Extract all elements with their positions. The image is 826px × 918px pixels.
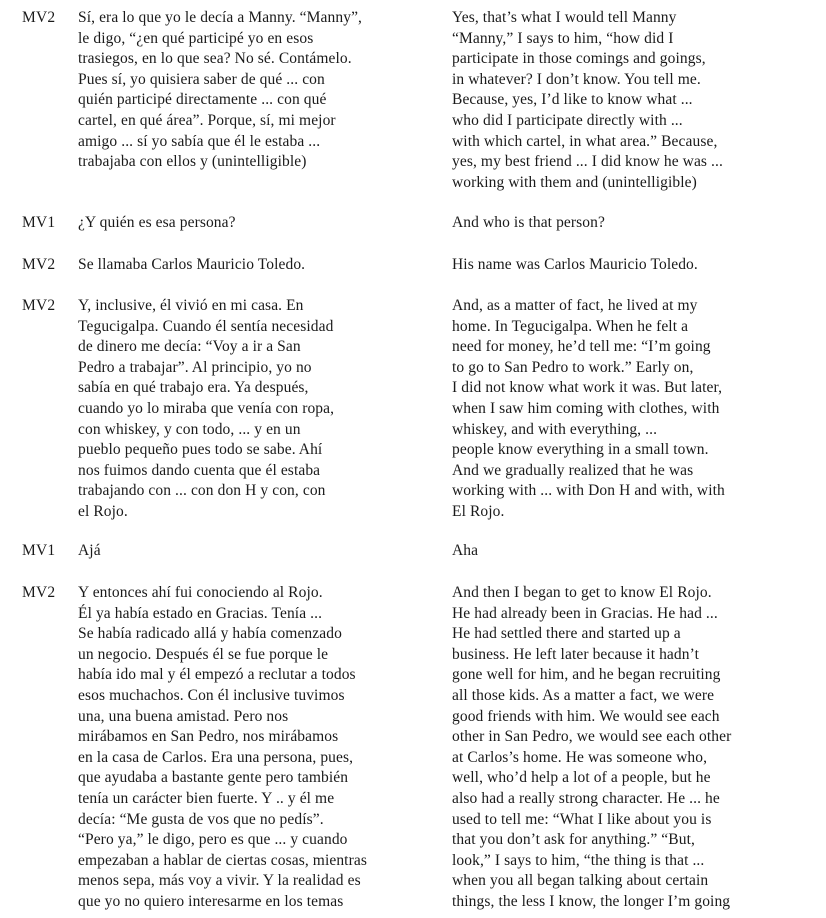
spanish-line: decía: “Me gusta de vos que no pedís”.	[78, 810, 324, 828]
spanish-line: había ido mal y él empezó a reclutar a todos	[78, 666, 356, 684]
english-line: good friends with him. We would see each	[452, 707, 720, 725]
english-text	[452, 296, 812, 523]
spanish-line: empezaban a hablar de ciertas cosas, mientras	[78, 851, 367, 869]
spanish-line: cartel, en qué área”. Porque, sí, mi mejor	[78, 111, 336, 129]
spanish-line: tenía un carácter bien fuerte. Y .. y él me	[78, 789, 335, 807]
english-line: all those kids. As a matter a fact, we were	[452, 686, 715, 704]
english-line: other in San Pedro, we would see each other	[452, 728, 732, 746]
spanish-text	[78, 8, 418, 173]
english-text	[452, 255, 812, 276]
english-line: when I saw him coming with clothes, with	[452, 399, 720, 417]
english-line: And who is that person?	[452, 214, 605, 231]
spanish-line: “Pero ya,” le digo, pero es que ... y cuando	[78, 831, 348, 849]
spanish-line: trabajaba con ellos y (unintelligible)	[78, 153, 307, 171]
english-line: look,” I says to him, “the thing is that ...	[452, 851, 705, 869]
spanish-line: Pues sí, yo quisiera saber de qué ... con	[78, 70, 325, 88]
spanish-line: esos muchachos. Con él inclusive tuvimos	[78, 686, 345, 704]
spanish-text	[78, 255, 418, 276]
english-line: who did I participate directly with ...	[452, 111, 683, 129]
spanish-line: una, una buena amistad. Pero nos	[78, 707, 289, 725]
spanish-line: Y, inclusive, él vivió en mi casa. En	[78, 297, 304, 314]
english-line: And we gradually realized that he was	[452, 461, 694, 479]
english-line: participate in those comings and goings,	[452, 50, 706, 68]
english-line: at Carlos’s home. He was someone who,	[452, 748, 708, 766]
english-line: when you all began talking about certain	[452, 872, 709, 890]
spanish-text	[78, 213, 418, 234]
spanish-line: menos sepa, más voy a vivir. Y la realidad es	[78, 872, 361, 890]
spanish-text	[78, 296, 418, 523]
english-line: yes, my best friend ... I did know he was ...	[452, 153, 723, 171]
english-line: in whatever? I don’t know. You tell me.	[452, 70, 701, 88]
spanish-line: Él ya había estado en Gracias. Tenía ...	[78, 604, 323, 622]
spanish-line: Se había radicado allá y había comenzado	[78, 625, 342, 643]
english-line: I did not know what work it was. But later,	[452, 379, 723, 397]
english-line: whiskey, and with everything, ...	[452, 420, 658, 438]
english-line: Aha	[452, 542, 479, 559]
spanish-line: quién participé directamente ... con qué	[78, 91, 327, 109]
english-line: gone well for him, and he began recruiting	[452, 666, 721, 684]
english-line: And then I began to get to know El Rojo.	[452, 584, 712, 601]
english-line: working with ... with Don H and with, with	[452, 482, 725, 500]
english-text	[452, 8, 812, 193]
spanish-line: Se llamaba Carlos Mauricio Toledo.	[78, 256, 306, 273]
spanish-line: que yo no quiero interesarme en los temas	[78, 892, 344, 910]
english-line: business. He left later because it hadn’t	[452, 645, 699, 663]
speaker-label: MV1	[22, 542, 56, 559]
spanish-line: amigo ... sí yo sabía que él le estaba ...	[78, 132, 321, 150]
spanish-line: con whiskey, y con todo, ... y en un	[78, 420, 301, 438]
spanish-line: un negocio. Después él se fue porque le	[78, 645, 329, 663]
spanish-line: en la casa de Carlos. Era una persona, pues,	[78, 748, 354, 766]
english-line: His name was Carlos Mauricio Toledo.	[452, 256, 698, 273]
english-line: people know everything in a small town.	[452, 441, 709, 459]
spanish-line: cuando yo lo miraba que venía con ropa,	[78, 399, 335, 417]
spanish-line: pueblo pequeño pues todo se sabe. Ahí	[78, 441, 323, 459]
speaker-label: MV2	[22, 9, 56, 26]
spanish-text	[78, 583, 418, 913]
speaker-label: MV1	[22, 214, 56, 231]
english-line: home. In Tegucigalpa. When he felt a	[452, 317, 689, 335]
english-line: to go to San Pedro to work.” Early on,	[452, 358, 694, 376]
spanish-line: de dinero me decía: “Voy a ir a San	[78, 338, 301, 356]
english-text	[452, 583, 812, 913]
spanish-line: que ayudaba a bastante gente pero también	[78, 769, 349, 787]
english-line: well, who’d help a lot of a people, but he	[452, 769, 711, 787]
speaker-label: MV2	[22, 584, 56, 601]
english-line: things, the less I know, the longer I’m going	[452, 892, 731, 910]
spanish-line: el Rojo.	[78, 502, 128, 520]
english-line: Yes, that’s what I would tell Manny	[452, 9, 677, 26]
english-line: that you don’t ask for anything.” “But,	[452, 831, 695, 849]
spanish-line: Tegucigalpa. Cuando él sentía necesidad	[78, 317, 334, 335]
spanish-line: le digo, “¿en qué participé yo en esos	[78, 29, 314, 47]
english-line: Because, yes, I’d like to know what ...	[452, 91, 693, 109]
english-line: used to tell me: “What I like about you is	[452, 810, 712, 828]
spanish-line: Sí, era lo que yo le decía a Manny. “Manny”,	[78, 9, 363, 26]
spanish-line: ¿Y quién es esa persona?	[78, 214, 236, 231]
spanish-line: Pedro a trabajar”. Al principio, yo no	[78, 358, 312, 376]
english-line: working with them and (unintelligible)	[452, 173, 697, 191]
english-line: “Manny,” I says to him, “how did I	[452, 29, 674, 47]
english-line: also had a really strong character. He ... he	[452, 789, 720, 807]
spanish-line: Ajá	[78, 542, 101, 559]
spanish-line: sabía en qué trabajo era. Ya después,	[78, 379, 309, 397]
spanish-line: trabajando con ... con don H y con, con	[78, 482, 326, 500]
english-line: He had already been in Gracias. He had ...	[452, 604, 718, 622]
spanish-line: nos fuimos dando cuenta que él estaba	[78, 461, 321, 479]
spanish-line: trasiegos, en lo que sea? No sé. Contámelo.	[78, 50, 352, 68]
speaker-label: MV2	[22, 297, 56, 314]
english-line: with which cartel, in what area.” Because,	[452, 132, 718, 150]
english-line: He had settled there and started up a	[452, 625, 681, 643]
english-text	[452, 213, 812, 234]
english-line: El Rojo.	[452, 502, 505, 520]
english-line: need for money, he’d tell me: “I’m going	[452, 338, 711, 356]
speaker-label: MV2	[22, 256, 56, 273]
english-line: And, as a matter of fact, he lived at my	[452, 297, 698, 314]
spanish-text	[78, 541, 418, 562]
spanish-line: mirábamos en San Pedro, nos mirábamos	[78, 728, 339, 746]
english-text	[452, 541, 812, 562]
spanish-line: Y entonces ahí fui conociendo al Rojo.	[78, 584, 323, 601]
